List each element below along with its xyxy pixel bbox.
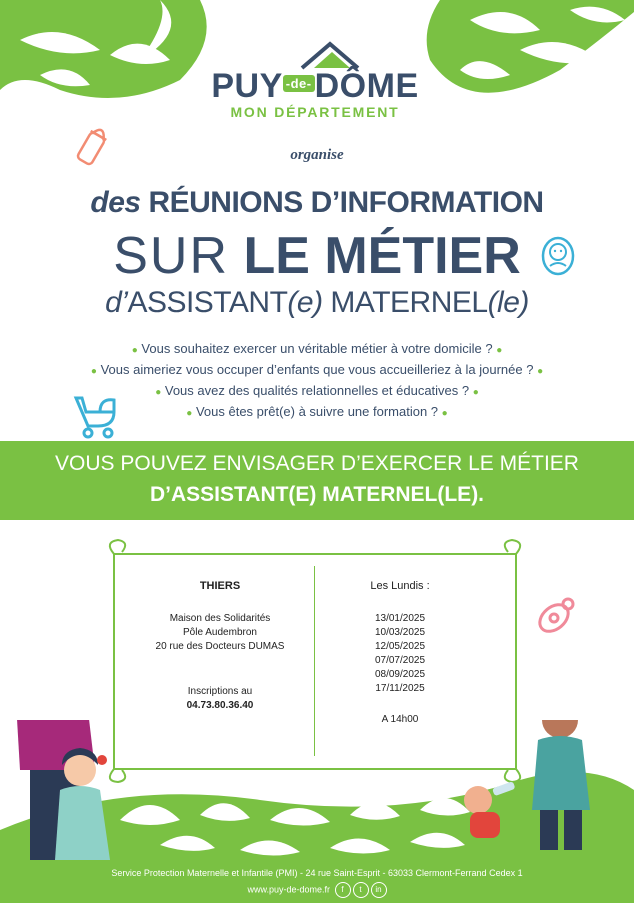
days-heading: Les Lundis : [370, 580, 430, 592]
question-item: ● Vous aimeriez vous occuper d’enfants que vous accueilleriez à la journée ? ● [90, 362, 544, 377]
meeting-date: 17/11/2025 [375, 683, 425, 694]
headline-line-1: des RÉUNIONS D’INFORMATION [90, 186, 544, 219]
phone-number: 04.73.80.36.40 [186, 700, 254, 711]
baby-face-icon [540, 236, 576, 276]
meeting-time: A 14h00 [381, 714, 419, 725]
mountain-icon [300, 38, 360, 70]
question-item: ● Vous souhaitez exercer un véritable métier à votre domicile ? ● [131, 341, 503, 356]
inscription-label: Inscriptions au [187, 686, 253, 697]
meeting-date: 08/09/2025 [374, 669, 426, 680]
logo-title: PUY -de-DÔME [211, 67, 419, 105]
footer-address: Service Protection Maternelle et Infantile (PMI) - 24 rue Saint-Esprit - 63033 Clermont-Ferrand Cedex 1 [111, 868, 523, 878]
twitter-icon[interactable]: t [353, 882, 369, 898]
logo-tagline: MON DÉPARTEMENT [230, 104, 400, 120]
pacifier-icon [530, 594, 578, 642]
location-line: 20 rue des Docteurs DUMAS [155, 641, 285, 652]
headline-line-2: SUR LE MÉTIER [113, 227, 521, 285]
facebook-icon[interactable]: f [335, 882, 351, 898]
location-line: Pôle Audembron [183, 627, 257, 638]
headline-line-3: d’ASSISTANT(e) MATERNEL(le) [105, 286, 529, 319]
linkedin-icon[interactable]: in [371, 882, 387, 898]
meeting-date: 10/03/2025 [374, 627, 426, 638]
question-item: ● Vous êtes prêt(e) à suivre une formation ? ● [186, 404, 448, 419]
banner-line-2: D’ASSISTANT(E) MATERNEL(LE). [149, 483, 485, 506]
meeting-date: 13/01/2025 [374, 613, 426, 624]
meeting-date: 12/05/2025 [374, 641, 426, 652]
footer-web [0, 882, 634, 898]
website-link[interactable]: www.puy-de-dome.fr [247, 884, 330, 895]
meeting-city: THIERS [199, 580, 241, 592]
intro-text: organise [290, 147, 344, 163]
department-logo [200, 38, 430, 122]
question-item: ● Vous avez des qualités relationnelles et éducatives ? ● [155, 383, 479, 398]
banner-line-1: VOUS POUVEZ ENVISAGER D’EXERCER LE MÉTIER [55, 452, 579, 475]
meeting-date: 07/07/2025 [374, 655, 426, 666]
stroller-icon [70, 392, 120, 440]
location-line: Maison des Solidarités [169, 613, 271, 624]
